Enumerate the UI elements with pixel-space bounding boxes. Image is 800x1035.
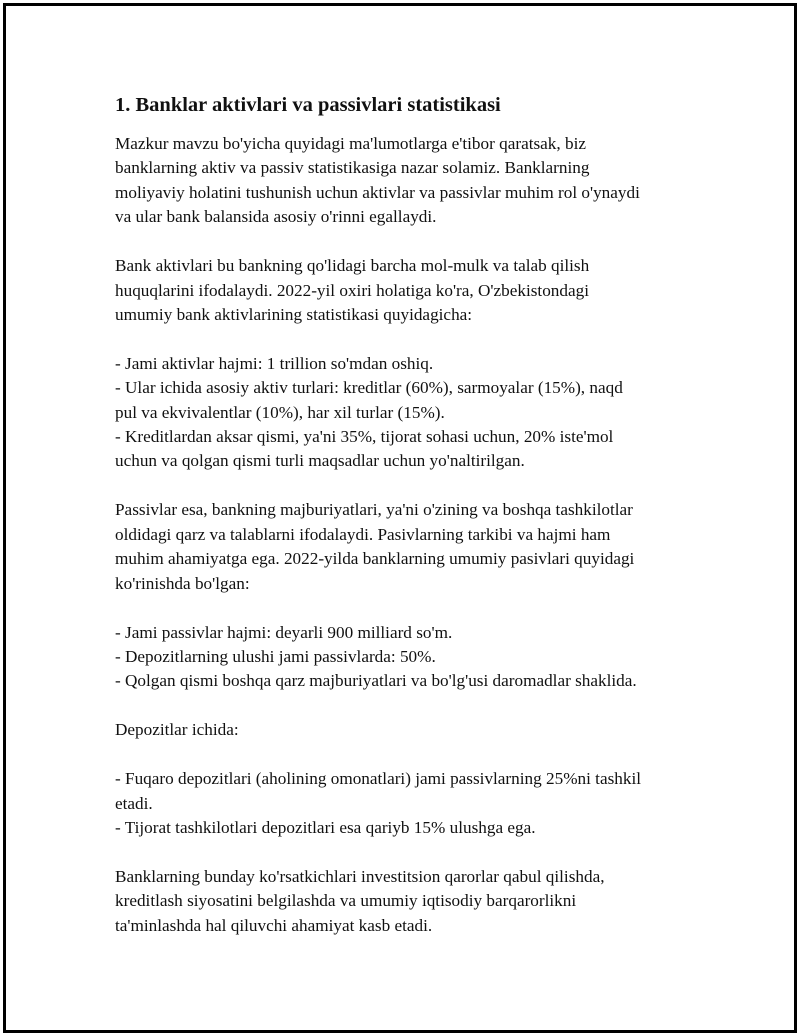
list-item: - Jami aktivlar hajmi: 1 trillion so'mdan oshiq. bbox=[115, 353, 434, 373]
text-line: Banklarning bunday ko'rsatkichlari investitsion qarorlar qabul qilishda, bbox=[115, 866, 605, 886]
text-line: muhim ahamiyatga ega. 2022-yilda banklarning umumiy pasivlari quyidagi bbox=[115, 549, 635, 569]
text-line: ta'minlashda hal qiluvchi ahamiyat kasb etadi. bbox=[115, 915, 433, 935]
text-line: oldidagi qarz va talablarni ifodalaydi. Pasivlarning tarkibi va hajmi ham bbox=[115, 524, 611, 544]
intro-paragraph bbox=[115, 132, 690, 230]
conclusion-paragraph bbox=[115, 865, 690, 938]
text-line: Bank aktivlari bu bankning qo'lidagi barcha mol-mulk va talab qilish bbox=[115, 256, 590, 276]
list-item: - Qolgan qismi boshqa qarz majburiyatlari va bo'lg'usi daromadlar shaklida. bbox=[115, 671, 637, 691]
list-item: - Fuqaro depozitlari (aholining omonatlari) jami passivlarning 25%ni tashkil bbox=[115, 769, 642, 789]
deposits-heading-paragraph bbox=[115, 718, 690, 742]
list-item: - Tijorat tashkilotlari depozitlari esa qariyb 15% ulushga ega. bbox=[115, 817, 536, 837]
deposits-list bbox=[115, 767, 690, 840]
text-line: ko'rinishda bo'lgan: bbox=[115, 573, 250, 593]
list-item: pul va ekvivalentlar (10%), har xil turlar (15%). bbox=[115, 402, 445, 422]
text-line: Mazkur mavzu bo'yicha quyidagi ma'lumotlarga e'tibor qaratsak, biz bbox=[115, 134, 586, 153]
text-line: umumiy bank aktivlarining statistikasi quyidagicha: bbox=[115, 304, 473, 324]
document-body bbox=[115, 92, 690, 963]
assets-paragraph bbox=[115, 254, 690, 327]
list-item: - Jami passivlar hajmi: deyarli 900 milliard so'm. bbox=[115, 622, 453, 642]
list-item: - Ular ichida asosiy aktiv turlari: kreditlar (60%), sarmoyalar (15%), naqd bbox=[115, 378, 623, 398]
list-item: - Kreditlardan aksar qismi, ya'ni 35%, tijorat sohasi uchun, 20% iste'mol bbox=[115, 427, 614, 447]
text-line: huquqlarini ifodalaydi. 2022-yil oxiri holatiga ko'ra, O'zbekistondagi bbox=[115, 280, 589, 300]
text-line: Passivlar esa, bankning majburiyatlari, ya'ni o'zining va boshqa tashkilotlar bbox=[115, 500, 633, 520]
assets-list bbox=[115, 352, 690, 474]
liabilities-list bbox=[115, 621, 690, 694]
text-line: moliyaviy holatini tushunish uchun aktivlar va passivlar muhim rol o'ynaydi bbox=[115, 182, 640, 202]
page-title: 1. Banklar aktivlari va passivlari statistikasi bbox=[115, 94, 501, 116]
liabilities-paragraph bbox=[115, 498, 690, 596]
text-line: kreditlash siyosatini belgilashda va umumiy iqtisodiy barqarorlikni bbox=[115, 891, 577, 911]
text-line: banklarning aktiv va passiv statistikasiga nazar solamiz. Banklarning bbox=[115, 158, 590, 178]
list-item: - Depozitlarning ulushi jami passivlarda: 50%. bbox=[115, 646, 436, 666]
list-item: uchun va qolgan qismi turli maqsadlar uchun yo'naltirilgan. bbox=[115, 451, 525, 471]
text-line: va ular bank balansida asosiy o'rinni egallaydi. bbox=[115, 207, 437, 227]
text-line: Depozitlar ichida: bbox=[115, 720, 239, 740]
list-item: etadi. bbox=[115, 793, 153, 813]
